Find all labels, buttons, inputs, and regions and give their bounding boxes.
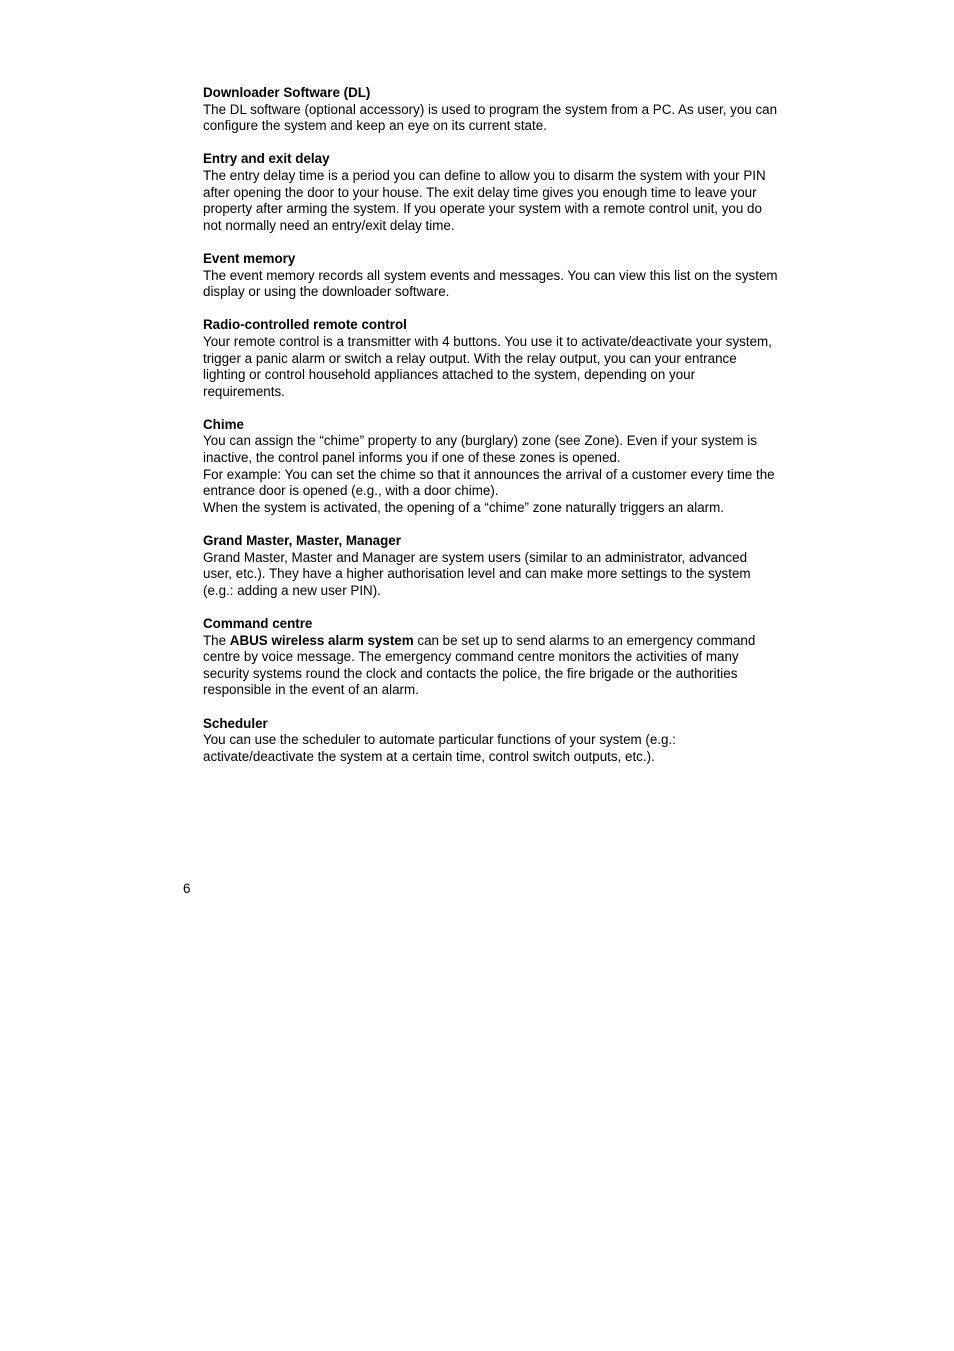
section-paragraph: The event memory records all system events and messages. You can view this list on the system display or using the downloader software. (203, 267, 778, 300)
product-name: ABUS wireless alarm system (229, 632, 414, 648)
section-paragraph: When the system is activated, the opening of a “chime” zone naturally triggers an alarm. (203, 499, 724, 515)
section-paragraph: Your remote control is a transmitter with 4 buttons. You use it to activate/deactivate your system, trigger a panic alarm or switch a relay output. With the relay output, you can your entrance lighting or control household appliances attached to the system, depending on your requirements. (203, 333, 772, 399)
section-paragraph: For example: You can set the chime so that it announces the arrival of a customer every time the entrance door is opened (e.g., with a door chime). (203, 466, 775, 499)
section-chime (203, 417, 778, 517)
paragraph-intro: The (203, 632, 230, 648)
section-command-centre (203, 616, 778, 699)
section-downloader-software (203, 85, 778, 135)
section-scheduler (203, 716, 778, 766)
document-body (203, 85, 778, 782)
section-paragraph (203, 633, 778, 699)
section-remote-control (203, 317, 778, 400)
section-heading: Downloader Software (DL) (203, 85, 371, 100)
page-number: 6 (183, 881, 191, 896)
section-heading: Chime (203, 416, 244, 432)
section-paragraph: The entry delay time is a period you can define to allow you to disarm the system with your PIN after opening the door to your house. The exit delay time gives you enough time to leave your property after arming the system. If you operate your system with a remote control unit, you do not normally need an entry/exit delay time. (203, 167, 766, 233)
section-heading: Event memory (203, 250, 296, 266)
section-paragraph: Grand Master, Master and Manager are system users (similar to an administrator, advanced user, etc.). They have a higher authorisation level and can make more settings to the system (e.g.: adding a new user PIN). (203, 549, 751, 598)
section-grand-master (203, 533, 778, 599)
section-paragraph: You can assign the “chime” property to any (burglary) zone (see Zone). Even if your system is inactive, the control panel informs you if one of these zones is opened. (203, 433, 757, 466)
paragraph-rest: can be set up to send alarms to an emergency command centre by voice message. The emergency command centre monitors the activities of many security systems round the clock and contacts the police, the fire brigade or the authorities responsible in the event of an alarm. (203, 632, 756, 698)
section-entry-exit-delay (203, 151, 778, 234)
section-event-memory (203, 251, 778, 301)
section-heading: Radio-controlled remote control (203, 317, 407, 333)
section-paragraph: You can use the scheduler to automate particular functions of your system (e.g.: activate/deactivate the system at a certain time, control switch outputs, etc.). (203, 732, 676, 764)
section-heading: Entry and exit delay (203, 151, 330, 167)
section-heading: Grand Master, Master, Manager (203, 533, 401, 549)
section-heading: Command centre (203, 616, 313, 631)
section-heading: Scheduler (203, 715, 268, 731)
section-paragraph: The DL software (optional accessory) is used to program the system from a PC. As user, you can configure the system and keep an eye on its current state. (203, 101, 778, 134)
